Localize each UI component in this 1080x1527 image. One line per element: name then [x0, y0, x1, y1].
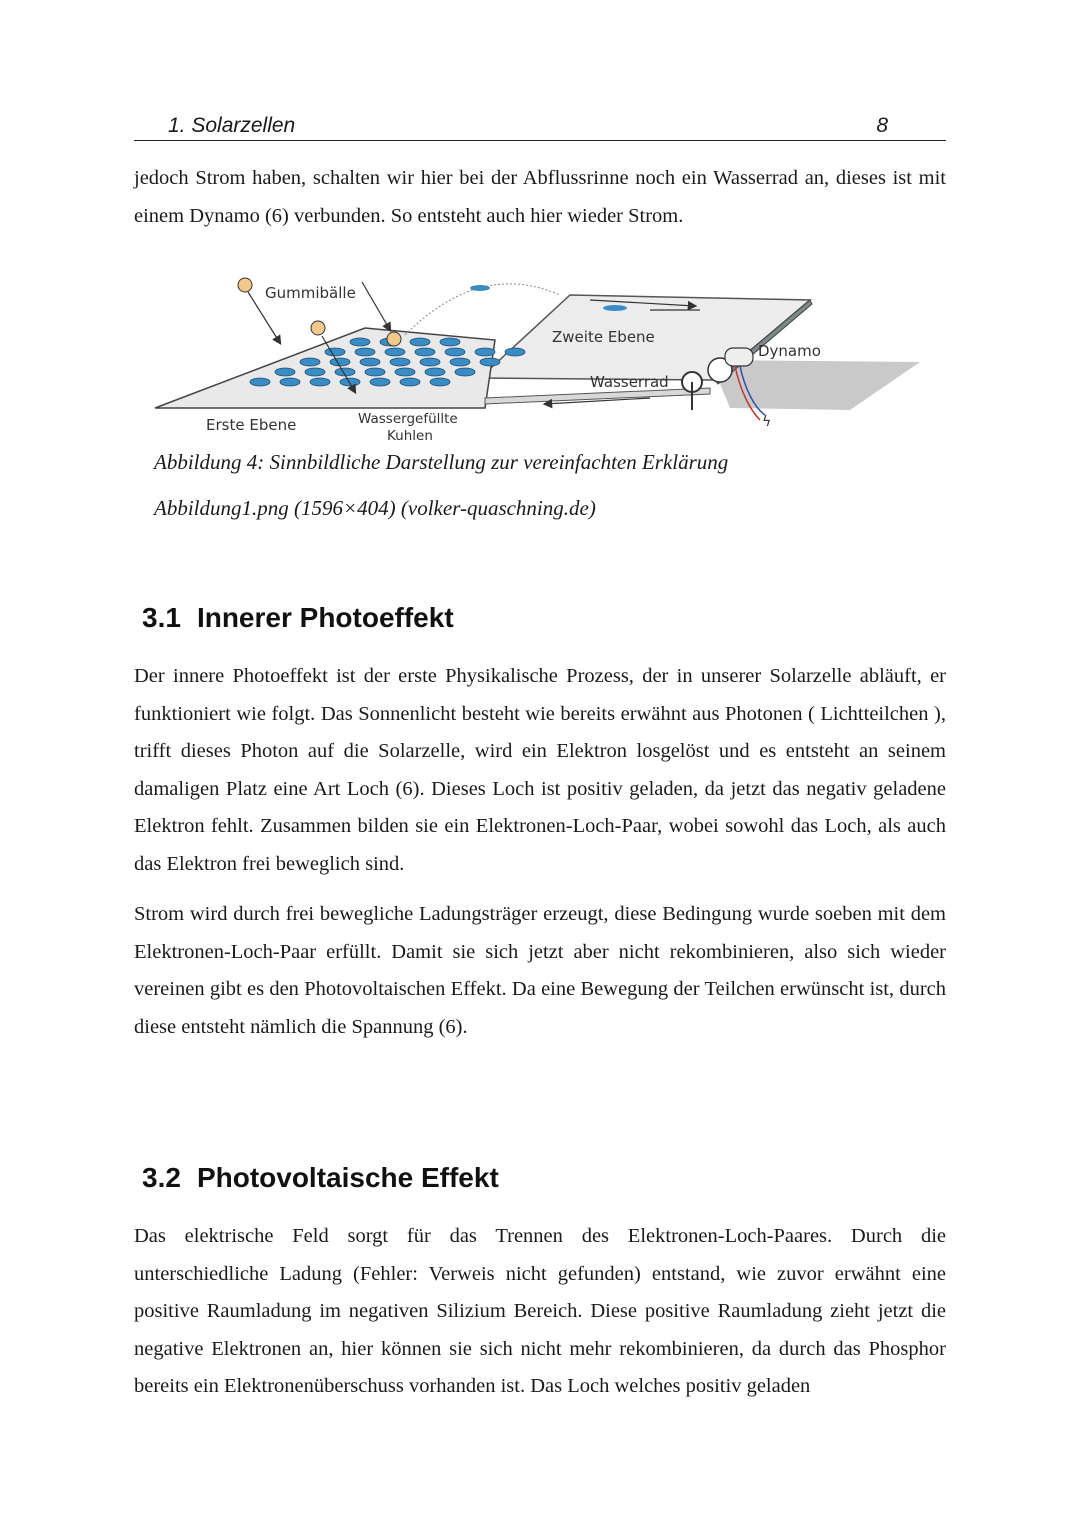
paragraph: Das elektrische Feld sorgt für das Trennen des Elektronen-Loch-Paares. Durch die unterschiedliche Ladung (Fehler: Verweis nicht gefunden) entstand, wie zuvor erwähnt eine positive Raumladung im negativen Silizium Bereich. Diese positive Raumladung zieht jetzt die negative Elektronen an, hier können sie sich nicht mehr rekombinieren, da durch das Phosphor bereits ein Elektronenüberschuss vorhanden ist. Das Loch welches positiv geladen [134, 1225, 946, 1398]
figure-diagram [150, 270, 930, 450]
label-erste-ebene: Erste Ebene [206, 416, 297, 434]
paragraph: Der innere Photoeffekt ist der erste Physikalische Prozess, der in unserer Solarzelle abläuft, er funktioniert wie folgt. Das Sonnenlicht besteht wie bereits erwähnt aus Photonen ( Lichtteilchen ), trifft dieses Photon auf die Solarzelle, wird ein Elektron losgelöst und es entsteht an seinem damaligen Platz eine Art Loch (6). Dieses Loch ist positiv geladen, da jetzt das negativ geladene Elektron fehlt. Zusammen bilden sie ein Elektronen-Loch-Paar, wobei sowohl das Loch, als auch das Elektron frei beweglich sind. [134, 665, 946, 875]
page-number: 8 [876, 114, 888, 137]
label-gummibaelle: Gummibälle [265, 284, 356, 302]
figure-caption: Abbildung 4: Sinnbildliche Darstellung zur vereinfachten Erklärung [154, 450, 729, 474]
label-kuhlen-1: Wassergefüllte [358, 411, 458, 427]
section-number: 3.1 [142, 602, 181, 633]
svg-text:ϟ: ϟ [762, 414, 772, 430]
label-zweite-ebene: Zweite Ebene [552, 328, 655, 346]
label-wasserrad: Wasserrad [590, 373, 669, 391]
section-title: Innerer Photoeffekt [196, 602, 454, 633]
section-heading-3-1 [142, 602, 454, 634]
figure-source: Abbildung1.png (1596×404) (volker-quaschning.de) [154, 496, 596, 520]
chapter-title: 1. Solarzellen [168, 114, 296, 137]
label-dynamo: Dynamo [758, 342, 821, 360]
paragraph: Strom wird durch frei bewegliche Ladungsträger erzeugt, diese Bedingung wurde soeben mit dem Elektronen-Loch-Paar erfüllt. Damit sie sich jetzt aber nicht rekombinieren, also sich wieder vereinen gibt es den Photovoltaischen Effekt. Da eine Bewegung der Teilchen erwünscht ist, durch diese entsteht nämlich die Spannung (6). [134, 903, 946, 1038]
ball-2 [311, 321, 325, 335]
page-header [134, 112, 946, 141]
shadow [710, 360, 920, 410]
ball-3 [387, 332, 401, 346]
section-title: Photovoltaische Effekt [196, 1162, 499, 1193]
dynamo-body [725, 348, 753, 366]
section-number: 3.2 [142, 1162, 181, 1193]
label-kuhlen-2: Kuhlen [387, 428, 433, 444]
section-heading-3-2 [142, 1162, 499, 1194]
ball-1 [238, 278, 252, 292]
intro-paragraph: jedoch Strom haben, schalten wir hier bei der Abflussrinne noch ein Wasserrad an, dieses ist mit einem Dynamo (6) verbunden. So entsteht auch hier wieder Strom. [134, 167, 946, 227]
